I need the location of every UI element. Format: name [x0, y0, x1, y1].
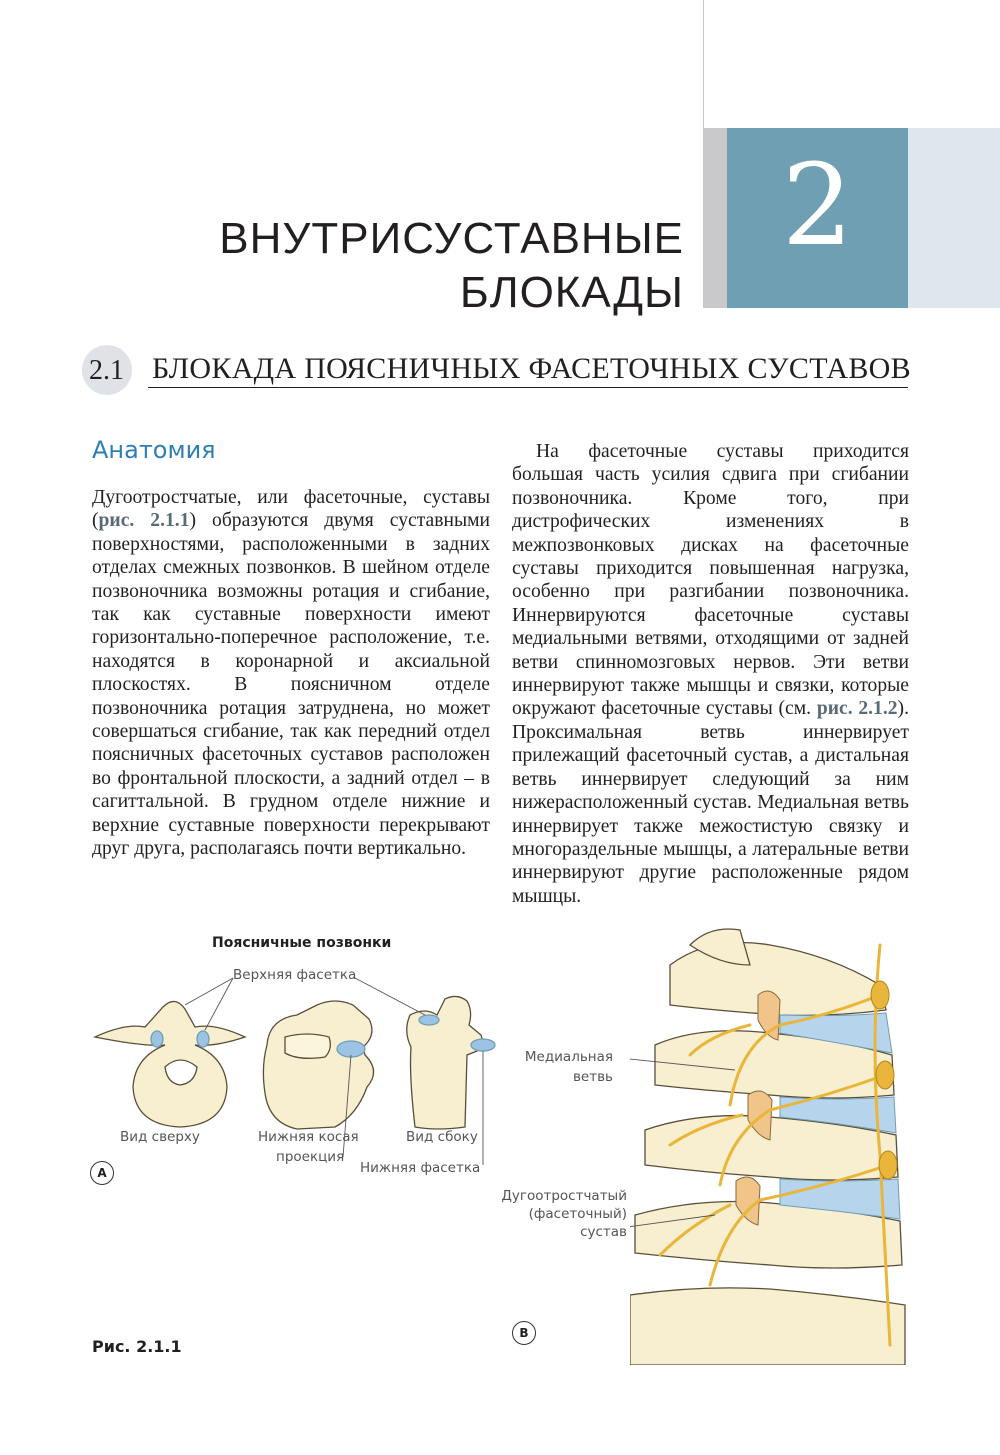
right-text-part1: На фасеточные суставы приходится большая часть усилия сдвига при сгибании позвоночника. Кроме того, при дистрофических изменениях в межпозвонковых дисках на фасеточные суставы приходится повышенная нагрузка, особенно при разгибании позвоночника. Иннервируются фасеточные суставы медиальными ветвями, отходящими от задней ветви спинномозговых нервов. Эти ветви иннервируют также мышцы и связки, которые окружают фасеточные суставы (см. [512, 441, 909, 720]
label-facet-joint-1: Дугоотростчатый [501, 1188, 627, 1204]
vertebra-side-view [407, 996, 495, 1129]
figure-a-title: Поясничные позвонки [212, 935, 392, 951]
label-medial-branch-2: ветвь [572, 1069, 613, 1085]
label-medial-branch-1: Медиальная [524, 1049, 613, 1065]
figure-caption: Рис. 2.1.1 [92, 1337, 182, 1356]
label-top-view: Вид сверху [120, 1129, 200, 1145]
figure-a-badge: A [90, 1161, 114, 1185]
chapter-title-line2: БЛОКАДЫ [459, 268, 684, 317]
label-side-view: Вид сбоку [406, 1129, 478, 1145]
header-vertical-rule [703, 0, 704, 128]
figure-b-illustration [630, 925, 910, 1365]
right-text-part2: ). Проксимальная ветвь иннервирует прилежащий фасеточный сустав, а дистальная ветвь иннервирует следующий за ним нижерасположенный сустав. Медиальная ветвь иннервирует также межостистую связку и многораздельные мышцы, а латеральные ветви иннервируют другие расположенные рядом мышцы. [512, 698, 909, 907]
chapter-title-line1: ВНУТРИСУСТАВНЫЕ [219, 214, 684, 263]
left-text-part1: Дугоотростчатые, или фасеточные, суставы ( [92, 487, 490, 532]
left-column-text [92, 486, 490, 861]
figure-b-badge: B [512, 1321, 536, 1345]
section-number: 2.1 [89, 355, 124, 386]
vertebra-top-view [95, 1001, 245, 1127]
vertebra-oblique-view [263, 1001, 373, 1129]
figure-reference-link[interactable]: рис. 2.1.1 [98, 510, 190, 532]
right-column-text [512, 440, 909, 908]
header-grey-strip [703, 128, 727, 308]
section-title: БЛОКАДА ПОЯСНИЧНЫХ ФАСЕТОЧНЫХ СУСТАВОВ [152, 352, 911, 385]
subheading-anatomy: Анатомия [92, 436, 216, 464]
label-oblique-view-2: проекция [276, 1149, 345, 1165]
label-oblique-view-1: Нижняя косая [258, 1129, 359, 1145]
header-light-box [908, 128, 1000, 308]
label-facet-joint-2: (фасеточный) [528, 1206, 627, 1222]
left-text-part2: ) образуются двумя суставными поверхностями, расположенными в задних отделах смежных позвонков. В шейном отделе позвоночника возможны ротация и сгибание, так как суставные поверхности имеют горизонтально-поперечное расположение, т.е. находятся в коронарной и аксиальной плоскостях. В поясничном отделе позвоночника ротация затруднена, но может совершаться сгибание, так как передний отдел поясничных фасеточных суставов расположен во фронтальной плоскости, а задний отдел – в сагиттальной. В грудном отделе нижние и верхние суставные поверхности перекрывают друг друга, располагаясь почти вертикально. [92, 510, 490, 860]
figure-reference-link-2[interactable]: рис. 2.1.2 [816, 698, 898, 720]
label-facet-joint-3: сустав [580, 1224, 627, 1240]
label-upper-facet: Верхняя фасетка [233, 967, 357, 983]
section-rule [148, 387, 908, 388]
label-lower-facet: Нижняя фасетка [360, 1160, 481, 1176]
chapter-number: 2 [781, 141, 854, 271]
chapter-title [219, 212, 684, 320]
